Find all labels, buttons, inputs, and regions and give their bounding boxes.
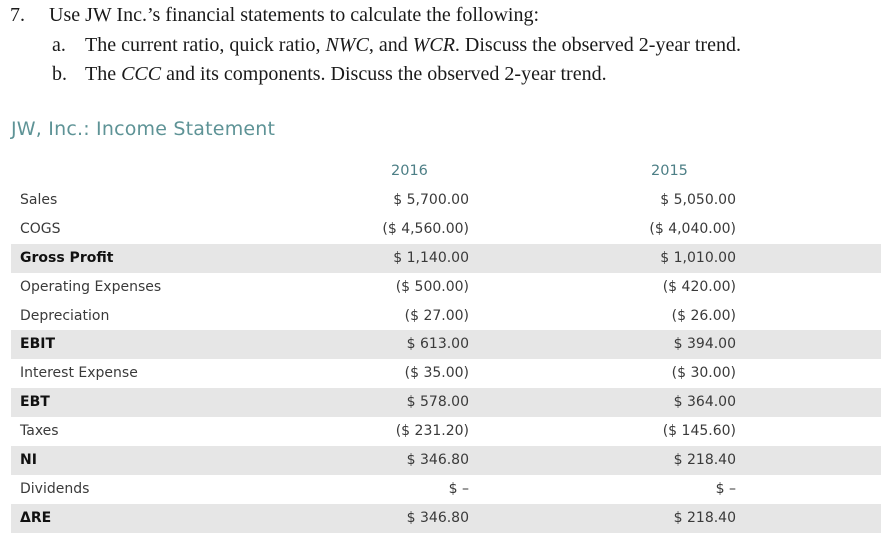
table-row <box>11 215 881 244</box>
value-2015: $ 394.00 <box>673 336 736 353</box>
income-statement-table <box>11 156 881 533</box>
row-label: Sales <box>20 192 58 208</box>
part-a-letter: a. <box>52 34 66 56</box>
table-body <box>11 186 881 533</box>
value-2016: $ 1,140.00 <box>393 249 469 266</box>
row-label: Dividends <box>20 480 90 497</box>
table-row <box>11 504 881 533</box>
table-row <box>11 330 881 359</box>
table-row <box>11 186 881 215</box>
value-2015: $ 218.40 <box>673 452 736 469</box>
table-row <box>11 388 881 417</box>
part-b-text: The CCC and its components. Discuss the observed 2-year trend. <box>85 63 607 85</box>
row-label: Operating Expenses <box>20 278 162 295</box>
value-2015: ($ 420.00) <box>662 278 736 295</box>
value-2016: $ – <box>448 480 469 497</box>
table-row <box>11 273 881 302</box>
value-2016: ($ 35.00) <box>404 365 469 382</box>
row-label: Gross Profit <box>20 249 114 266</box>
row-label: Interest Expense <box>20 365 138 382</box>
value-2015: ($ 30.00) <box>671 365 736 382</box>
value-2015: ($ 145.60) <box>662 423 736 440</box>
table-row <box>11 302 881 331</box>
value-2016: $ 578.00 <box>406 394 469 411</box>
table-row <box>11 446 881 475</box>
statement-title: JW, Inc.: Income Statement <box>11 118 276 140</box>
table-row <box>11 244 881 273</box>
column-header-2015: 2015 <box>651 163 688 179</box>
table-header-row <box>11 156 881 186</box>
column-header-2016: 2016 <box>391 163 428 179</box>
value-2016: $ 613.00 <box>406 336 469 353</box>
row-label: ΔRE <box>20 509 52 526</box>
question-number: 7. <box>10 4 25 26</box>
part-b-letter: b. <box>52 63 67 85</box>
row-label: Taxes <box>20 423 59 440</box>
value-2016: $ 346.80 <box>406 509 469 526</box>
value-2016: $ 346.80 <box>406 452 469 469</box>
value-2015: $ 218.40 <box>673 509 736 526</box>
value-2016: ($ 231.20) <box>395 423 469 440</box>
value-2015: $ 364.00 <box>673 394 736 411</box>
value-2015: $ – <box>715 480 736 497</box>
part-a-text: The current ratio, quick ratio, NWC, and WCR. Discuss the observed 2-year trend. <box>85 34 741 56</box>
table-row <box>11 359 881 388</box>
question-prompt: Use JW Inc.’s financial statements to calculate the following: <box>49 4 540 26</box>
row-label: NI <box>20 452 37 469</box>
table-row <box>11 417 881 446</box>
row-label: EBIT <box>20 336 55 353</box>
value-2016: ($ 4,560.00) <box>382 220 469 237</box>
value-2015: $ 1,010.00 <box>660 249 736 266</box>
value-2016: ($ 27.00) <box>404 307 469 324</box>
row-label: Depreciation <box>20 307 110 324</box>
value-2015: $ 5,050.00 <box>660 192 736 208</box>
row-label: EBT <box>20 394 50 411</box>
row-label: COGS <box>20 220 61 237</box>
value-2015: ($ 26.00) <box>671 307 736 324</box>
value-2016: ($ 500.00) <box>395 278 469 295</box>
table-row <box>11 475 881 504</box>
value-2016: $ 5,700.00 <box>393 192 469 208</box>
value-2015: ($ 4,040.00) <box>649 220 736 237</box>
